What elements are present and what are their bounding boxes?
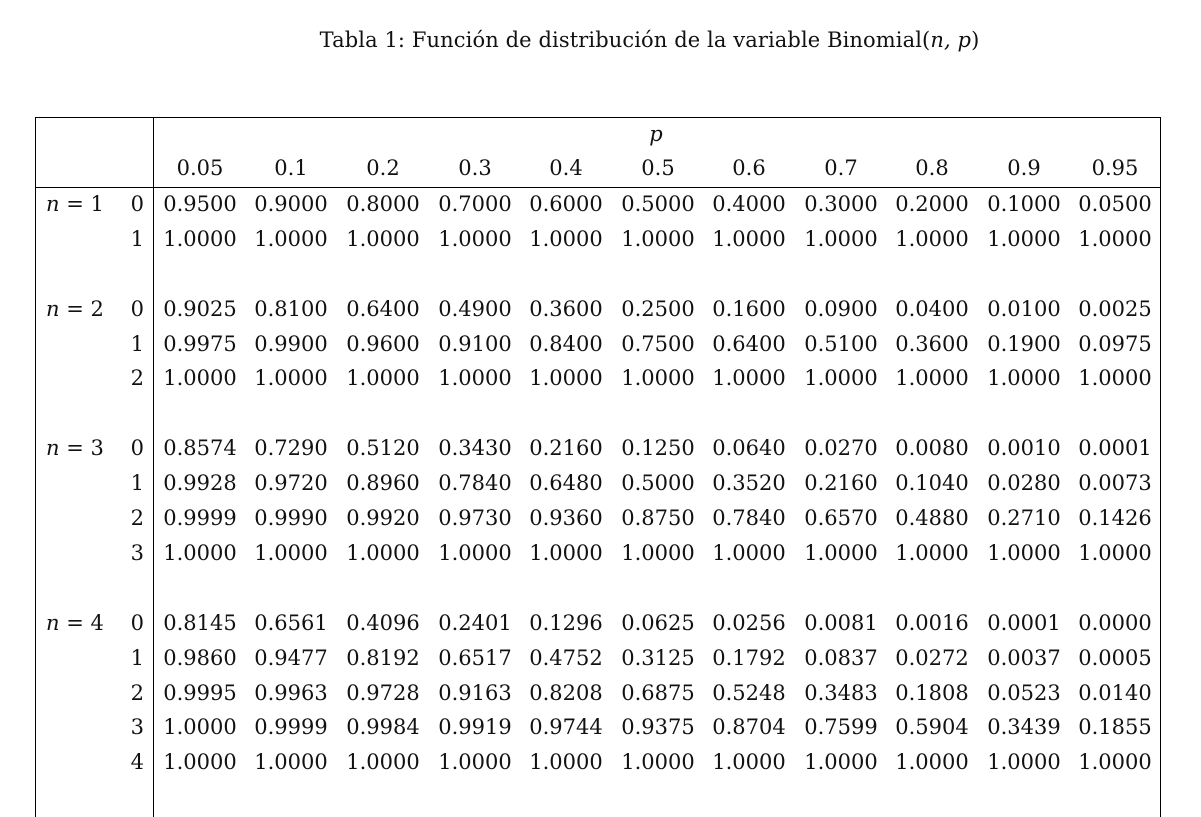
probability-cell: 0.9984 [346, 715, 420, 739]
probability-cell: 0.6875 [621, 681, 695, 705]
p-value-header: 0.9 [1007, 156, 1041, 180]
probability-cell: 0.0005 [1078, 646, 1152, 670]
probability-cell: 0.8574 [163, 436, 237, 460]
n-variable: n [46, 192, 60, 216]
probability-cell: 0.9375 [621, 715, 695, 739]
table-label-divider [153, 117, 154, 817]
probability-cell: 0.5000 [621, 471, 695, 495]
k-value: 0 [130, 192, 144, 216]
probability-cell: 1.0000 [712, 541, 786, 565]
probability-cell: 1.0000 [621, 750, 695, 774]
probability-cell: 1.0000 [163, 715, 237, 739]
probability-cell: 0.3439 [987, 715, 1061, 739]
probability-cell: 0.8100 [254, 297, 328, 321]
probability-cell: 0.0640 [712, 436, 786, 460]
caption-math: n, p [930, 28, 972, 52]
probability-cell: 0.1855 [1078, 715, 1152, 739]
probability-cell: 0.9999 [163, 506, 237, 530]
probability-cell: 0.8400 [529, 332, 603, 356]
probability-cell: 1.0000 [163, 750, 237, 774]
probability-cell: 1.0000 [804, 541, 878, 565]
probability-cell: 1.0000 [987, 541, 1061, 565]
p-value-header: 0.5 [641, 156, 675, 180]
probability-cell: 1.0000 [1078, 366, 1152, 390]
n-value: = 4 [59, 611, 104, 635]
probability-cell: 0.5120 [346, 436, 420, 460]
probability-cell: 1.0000 [254, 541, 328, 565]
probability-cell: 0.8960 [346, 471, 420, 495]
n-group-label [46, 192, 108, 216]
probability-cell: 0.8192 [346, 646, 420, 670]
probability-cell: 0.1808 [895, 681, 969, 705]
probability-cell: 1.0000 [804, 366, 878, 390]
probability-cell: 0.6000 [529, 192, 603, 216]
probability-cell: 1.0000 [712, 227, 786, 251]
n-group-label [46, 436, 108, 460]
probability-cell: 0.9744 [529, 715, 603, 739]
probability-cell: 0.4752 [529, 646, 603, 670]
probability-cell: 0.7840 [712, 506, 786, 530]
probability-cell: 0.5904 [895, 715, 969, 739]
probability-cell: 1.0000 [804, 227, 878, 251]
probability-cell: 0.9990 [254, 506, 328, 530]
probability-cell: 0.7500 [621, 332, 695, 356]
probability-cell: 0.2401 [438, 611, 512, 635]
probability-cell: 1.0000 [529, 750, 603, 774]
k-value: 3 [130, 715, 144, 739]
probability-cell: 0.9500 [163, 192, 237, 216]
probability-cell: 1.0000 [621, 227, 695, 251]
probability-cell: 1.0000 [712, 750, 786, 774]
probability-cell: 0.3000 [804, 192, 878, 216]
probability-cell: 0.1426 [1078, 506, 1152, 530]
probability-cell: 0.6561 [254, 611, 328, 635]
n-group-label [46, 297, 108, 321]
probability-cell: 0.0025 [1078, 297, 1152, 321]
p-value-header: 0.3 [458, 156, 492, 180]
probability-cell: 1.0000 [529, 366, 603, 390]
probability-cell: 1.0000 [987, 750, 1061, 774]
probability-cell: 0.9163 [438, 681, 512, 705]
probability-cell: 0.3125 [621, 646, 695, 670]
probability-cell: 0.6400 [712, 332, 786, 356]
probability-cell: 0.9999 [254, 715, 328, 739]
probability-cell: 0.9100 [438, 332, 512, 356]
probability-cell: 0.0400 [895, 297, 969, 321]
probability-cell: 0.3520 [712, 471, 786, 495]
probability-cell: 0.9963 [254, 681, 328, 705]
probability-cell: 0.0270 [804, 436, 878, 460]
p-value-header: 0.4 [549, 156, 583, 180]
probability-cell: 1.0000 [987, 366, 1061, 390]
probability-cell: 0.9720 [254, 471, 328, 495]
probability-cell: 0.1000 [987, 192, 1061, 216]
probability-cell: 0.9920 [346, 506, 420, 530]
probability-cell: 0.9600 [346, 332, 420, 356]
probability-cell: 0.3600 [529, 297, 603, 321]
probability-cell: 1.0000 [438, 366, 512, 390]
probability-cell: 1.0000 [529, 227, 603, 251]
probability-cell: 0.9928 [163, 471, 237, 495]
table-right-rule [1160, 117, 1161, 817]
probability-cell: 0.0000 [1078, 611, 1152, 635]
probability-cell: 1.0000 [987, 227, 1061, 251]
probability-cell: 0.9860 [163, 646, 237, 670]
probability-cell: 0.4880 [895, 506, 969, 530]
k-value: 2 [130, 366, 144, 390]
probability-cell: 1.0000 [621, 366, 695, 390]
probability-cell: 0.2160 [804, 471, 878, 495]
p-value-header: 0.2 [366, 156, 400, 180]
probability-cell: 0.0010 [987, 436, 1061, 460]
n-variable: n [46, 297, 60, 321]
probability-cell: 0.1792 [712, 646, 786, 670]
k-value: 1 [130, 332, 144, 356]
probability-cell: 0.9730 [438, 506, 512, 530]
p-header: p [649, 122, 663, 146]
probability-cell: 0.0500 [1078, 192, 1152, 216]
probability-cell: 0.1296 [529, 611, 603, 635]
p-value-header: 0.05 [176, 156, 224, 180]
probability-cell: 1.0000 [346, 750, 420, 774]
probability-cell: 0.1900 [987, 332, 1061, 356]
probability-cell: 0.8145 [163, 611, 237, 635]
probability-cell: 0.2160 [529, 436, 603, 460]
probability-cell: 0.7000 [438, 192, 512, 216]
probability-cell: 0.9728 [346, 681, 420, 705]
probability-cell: 0.8208 [529, 681, 603, 705]
probability-cell: 0.0272 [895, 646, 969, 670]
probability-cell: 0.0081 [804, 611, 878, 635]
probability-cell: 0.4000 [712, 192, 786, 216]
table-header-rule [35, 187, 1161, 188]
k-value: 0 [130, 611, 144, 635]
probability-cell: 1.0000 [346, 227, 420, 251]
probability-cell: 1.0000 [712, 366, 786, 390]
probability-cell: 0.0100 [987, 297, 1061, 321]
probability-cell: 0.7290 [254, 436, 328, 460]
probability-cell: 0.0073 [1078, 471, 1152, 495]
probability-cell: 0.7840 [438, 471, 512, 495]
k-value: 0 [130, 436, 144, 460]
probability-cell: 0.0523 [987, 681, 1061, 705]
n-value: = 2 [59, 297, 104, 321]
probability-cell: 1.0000 [529, 541, 603, 565]
probability-cell: 0.5248 [712, 681, 786, 705]
probability-cell: 0.1040 [895, 471, 969, 495]
probability-cell: 0.8750 [621, 506, 695, 530]
probability-cell: 1.0000 [895, 750, 969, 774]
n-value: = 3 [59, 436, 104, 460]
probability-cell: 0.0280 [987, 471, 1061, 495]
probability-cell: 1.0000 [1078, 750, 1152, 774]
probability-cell: 0.0001 [987, 611, 1061, 635]
p-value-header: 0.8 [915, 156, 949, 180]
probability-cell: 1.0000 [438, 750, 512, 774]
probability-cell: 1.0000 [163, 366, 237, 390]
probability-cell: 0.3600 [895, 332, 969, 356]
probability-cell: 0.0080 [895, 436, 969, 460]
probability-cell: 0.9919 [438, 715, 512, 739]
probability-cell: 0.0256 [712, 611, 786, 635]
probability-cell: 0.6400 [346, 297, 420, 321]
probability-cell: 0.2500 [621, 297, 695, 321]
probability-cell: 0.0837 [804, 646, 878, 670]
probability-cell: 1.0000 [1078, 227, 1152, 251]
p-value-header: 0.95 [1091, 156, 1139, 180]
n-group-label [46, 611, 108, 635]
probability-cell: 1.0000 [346, 366, 420, 390]
probability-cell: 1.0000 [621, 541, 695, 565]
p-value-header: 0.7 [824, 156, 858, 180]
k-value: 1 [130, 227, 144, 251]
probability-cell: 1.0000 [895, 541, 969, 565]
n-variable: n [46, 611, 60, 635]
k-value: 3 [130, 541, 144, 565]
probability-cell: 0.5000 [621, 192, 695, 216]
probability-cell: 1.0000 [254, 750, 328, 774]
probability-cell: 1.0000 [346, 541, 420, 565]
k-value: 1 [130, 471, 144, 495]
probability-cell: 1.0000 [895, 366, 969, 390]
probability-cell: 0.2000 [895, 192, 969, 216]
table-caption [0, 28, 1201, 52]
probability-cell: 0.9477 [254, 646, 328, 670]
n-value: = 1 [59, 192, 104, 216]
k-value: 1 [130, 646, 144, 670]
probability-cell: 0.6570 [804, 506, 878, 530]
probability-cell: 0.0001 [1078, 436, 1152, 460]
k-value: 2 [130, 506, 144, 530]
probability-cell: 0.3483 [804, 681, 878, 705]
probability-cell: 0.2710 [987, 506, 1061, 530]
probability-cell: 0.4096 [346, 611, 420, 635]
probability-cell: 0.1600 [712, 297, 786, 321]
table-top-rule [35, 117, 1161, 118]
probability-cell: 1.0000 [254, 227, 328, 251]
probability-cell: 0.9025 [163, 297, 237, 321]
caption-prefix: Tabla 1: Función de distribución de la variable Binomial( [319, 28, 931, 52]
probability-cell: 1.0000 [1078, 541, 1152, 565]
probability-cell: 0.8704 [712, 715, 786, 739]
probability-cell: 1.0000 [163, 227, 237, 251]
probability-cell: 0.1250 [621, 436, 695, 460]
probability-cell: 0.0037 [987, 646, 1061, 670]
probability-cell: 0.0975 [1078, 332, 1152, 356]
probability-cell: 0.6480 [529, 471, 603, 495]
probability-cell: 0.8000 [346, 192, 420, 216]
probability-cell: 0.9975 [163, 332, 237, 356]
caption-suffix: ) [971, 28, 980, 52]
probability-cell: 0.0140 [1078, 681, 1152, 705]
probability-cell: 1.0000 [254, 366, 328, 390]
probability-cell: 0.4900 [438, 297, 512, 321]
p-value-header: 0.6 [732, 156, 766, 180]
probability-cell: 0.7599 [804, 715, 878, 739]
probability-cell: 0.9900 [254, 332, 328, 356]
probability-cell: 0.0016 [895, 611, 969, 635]
k-value: 2 [130, 681, 144, 705]
probability-cell: 0.0900 [804, 297, 878, 321]
n-variable: n [46, 436, 60, 460]
probability-cell: 0.6517 [438, 646, 512, 670]
probability-cell: 0.3430 [438, 436, 512, 460]
k-value: 4 [130, 750, 144, 774]
probability-cell: 0.9995 [163, 681, 237, 705]
k-value: 0 [130, 297, 144, 321]
probability-cell: 0.9000 [254, 192, 328, 216]
probability-cell: 1.0000 [895, 227, 969, 251]
probability-cell: 1.0000 [438, 227, 512, 251]
p-value-header: 0.1 [274, 156, 308, 180]
probability-cell: 0.5100 [804, 332, 878, 356]
probability-cell: 0.9360 [529, 506, 603, 530]
probability-cell: 1.0000 [438, 541, 512, 565]
probability-cell: 1.0000 [804, 750, 878, 774]
probability-cell: 0.0625 [621, 611, 695, 635]
table-left-rule [35, 117, 36, 817]
probability-cell: 1.0000 [163, 541, 237, 565]
